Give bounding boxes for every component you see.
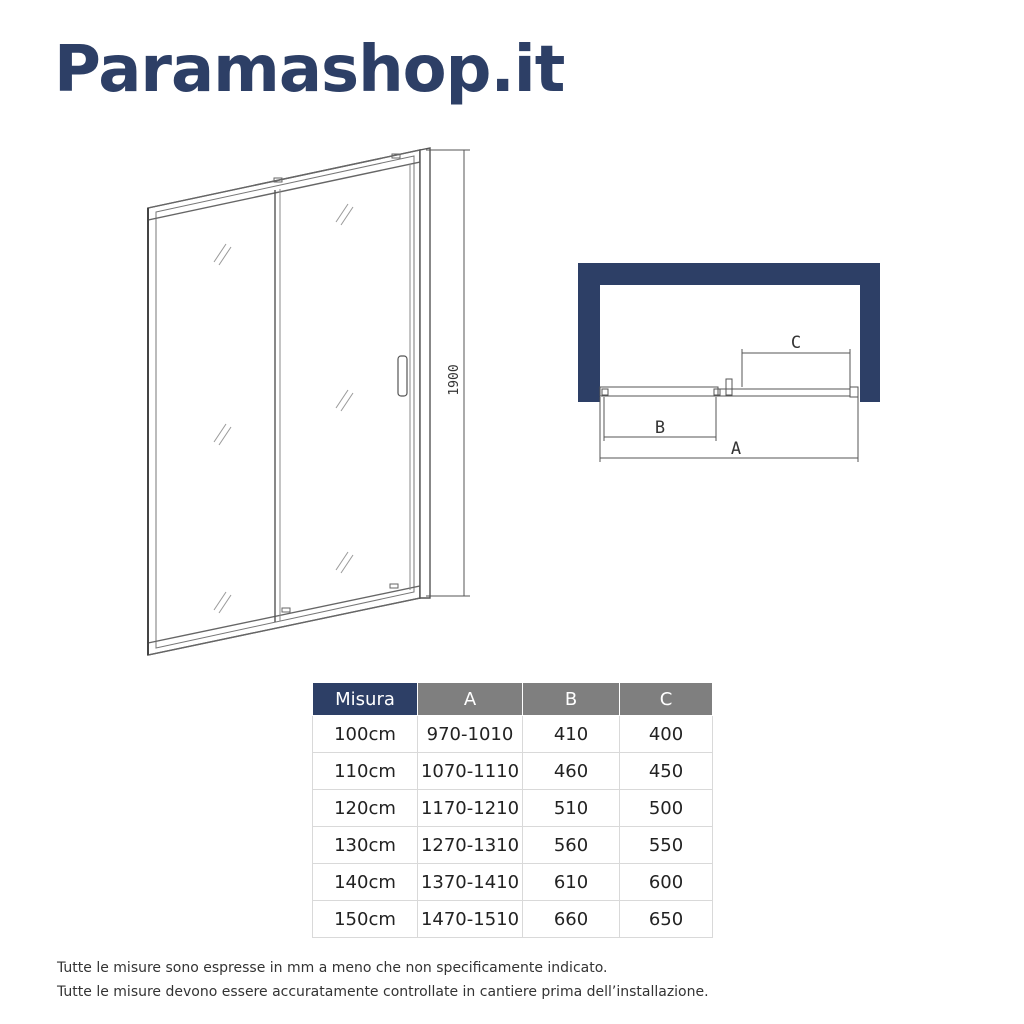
- height-label: 1900: [447, 364, 462, 396]
- cell-c: 500: [620, 790, 713, 827]
- label-c: C: [790, 333, 802, 353]
- cell-misura: 110cm: [313, 753, 418, 790]
- table-row: [313, 864, 713, 901]
- cell-b: 510: [523, 790, 620, 827]
- cell-b: 560: [523, 827, 620, 864]
- table-row: [313, 901, 713, 938]
- table-row: [313, 753, 713, 790]
- header-a: A: [418, 683, 523, 716]
- label-a: A: [730, 439, 742, 459]
- cell-c: 450: [620, 753, 713, 790]
- dimension-c: [742, 349, 850, 387]
- dimension-a: [600, 397, 858, 462]
- sliding-panel-track: [718, 389, 850, 396]
- label-b: B: [654, 418, 666, 438]
- cell-c: 400: [620, 716, 713, 753]
- table-header-row: [313, 683, 713, 716]
- wall-profile: [420, 148, 430, 598]
- header-b: B: [523, 683, 620, 716]
- fixed-panel-track: [600, 387, 718, 396]
- cell-misura: 100cm: [313, 716, 418, 753]
- cell-a: 970-1010: [418, 716, 523, 753]
- glass-reflections: [214, 204, 353, 613]
- table-row: [313, 827, 713, 864]
- cell-b: 610: [523, 864, 620, 901]
- cell-a: 1370-1410: [418, 864, 523, 901]
- cell-a: 1470-1510: [418, 901, 523, 938]
- cell-misura: 150cm: [313, 901, 418, 938]
- size-table: [312, 682, 713, 938]
- header-misura: Misura: [313, 683, 418, 716]
- cell-a: 1170-1210: [418, 790, 523, 827]
- table-row: [313, 790, 713, 827]
- wall-outline: [578, 263, 880, 402]
- cell-b: 410: [523, 716, 620, 753]
- table-row: [313, 716, 713, 753]
- cell-misura: 130cm: [313, 827, 418, 864]
- plan-view-diagram: [570, 255, 890, 474]
- front-view-diagram: [130, 140, 490, 674]
- cell-c: 550: [620, 827, 713, 864]
- cell-misura: 140cm: [313, 864, 418, 901]
- cell-b: 660: [523, 901, 620, 938]
- cell-b: 460: [523, 753, 620, 790]
- cell-a: 1270-1310: [418, 827, 523, 864]
- footnotes: [57, 956, 709, 1004]
- note-line-1: Tutte le misure sono espresse in mm a meno che non specificamente indicato.: [57, 960, 608, 976]
- cell-a: 1070-1110: [418, 753, 523, 790]
- door-handle: [398, 356, 407, 396]
- cell-c: 650: [620, 901, 713, 938]
- outer-frame: [148, 150, 420, 655]
- header-c: C: [620, 683, 713, 716]
- note-line-2: Tutte le misure devono essere accuratamente controllate in cantiere prima dell’installazione.: [57, 984, 709, 1000]
- size-table-container: [312, 682, 713, 938]
- cell-misura: 120cm: [313, 790, 418, 827]
- brand-title: Paramashop.it: [54, 33, 565, 107]
- cell-c: 600: [620, 864, 713, 901]
